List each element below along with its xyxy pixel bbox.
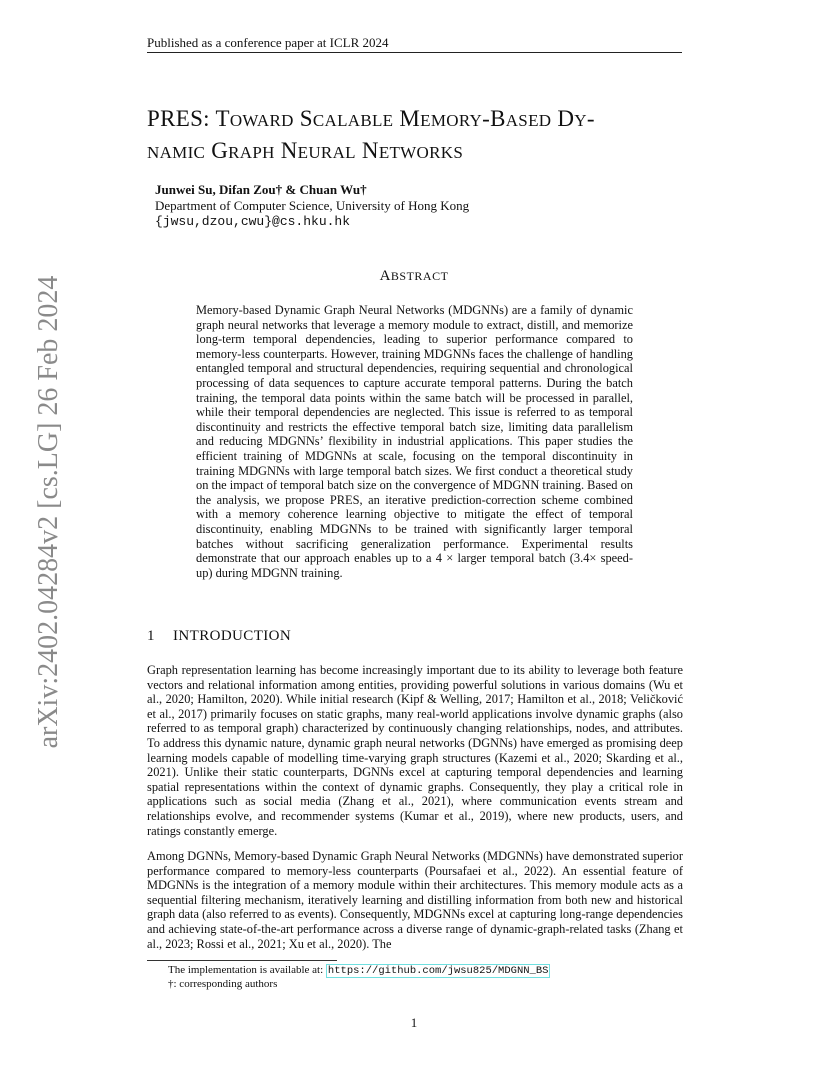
intro-paragraph-2: Among DGNNs, Memory-based Dynamic Graph Neural Networks (MDGNNs) have demonstrated superior performance compared to memory-less counterparts (Poursafaei et al., 2022). An essential feature of MDGNNs is the integration of a memory module within their architectures. This memory module acts as a sequential filtering mechanism, iteratively learning and distilling information from both new and historical graph data (also referred to as events). Consequently, MDGNNs excel at capturing long-range dependencies and achieving state-of-the-art performance across a diverse range of dynamic-graph-related tasks (Zhang et al., 2023; Rossi et al., 2021; Xu et al., 2020). The [147, 849, 683, 951]
running-head: Published as a conference paper at ICLR 2024 [147, 35, 389, 50]
section-number: 1 [147, 628, 155, 644]
author-emails: {jwsu,dzou,cwu}@cs.hku.hk [155, 214, 351, 229]
authors: Junwei Su, Difan Zou† & Chuan Wu† [155, 182, 367, 197]
footnote-implementation-text: The implementation is available at: [168, 964, 326, 976]
abstract-heading: ABSTRACT [379, 268, 449, 284]
section-title: INTRODUCTION [173, 628, 292, 644]
footnote-implementation [168, 964, 550, 977]
arxiv-stamp-text: arXiv:2402.04284v2 [cs.LG] 26 Feb 2024 [33, 275, 64, 749]
page-number: 1 [410, 1015, 418, 1030]
paper-title: PRES: TOWARD SCALABLE MEMORY-BASED DY- NAMIC GRAPH NEURAL NETWORKS [147, 106, 595, 163]
footnote-rule [147, 960, 337, 961]
abstract-body: Memory-based Dynamic Graph Neural Networks (MDGNNs) are a family of dynamic graph neural networks that leverage a memory module to extract, distill, and memorize long-term temporal dependencies, leading to superior performance compared to memory-less counterparts. However, training MDGNNs faces the challenge of handling entangled temporal and structural dependencies, requiring sequential and chronological processing of data sequences to capture accurate temporal patterns. During the batch training, the temporal data points within the same batch will be processed in parallel, while their temporal dependencies are neglected. This issue is referred to as temporal discontinuity and restricts the effective temporal batch size, limiting data parallelism and reducing MDGNNs’ flexibility in industrial applications. This paper studies the efficient training of MDGNNs at scale, focusing on the temporal discontinuity in training MDGNNs with large temporal batch sizes. We first conduct a theoretical study on the impact of temporal batch size on the convergence of MDGNN training. Based on the analysis, we propose PRES, an iterative prediction-correction scheme combined with a memory coherence learning objective to mitigate the effect of temporal discontinuity, enabling MDGNNs to be trained with significantly larger temporal batches without sacrificing generalization performance. Experimental results demonstrate that our approach enables up to a 4 × larger temporal batch (3.4× speed-up) during MDGNN training. [196, 303, 633, 580]
arxiv-stamp [29, 275, 69, 749]
section-heading [147, 628, 291, 645]
intro-paragraph-1: Graph representation learning has become increasingly important due to its ability to leverage both feature vectors and relational information among entities, providing powerful solutions in various domains (Wu et al., 2020; Hamilton, 2020). While initial research (Kipf & Welling, 2017; Hamilton et al., 2018; Veličković et al., 2017) primarily focuses on static graphs, many real-world applications involve dynamic graphs (also referred to as temporal graph) characterized by continuously changing relationships, nodes, and attributes. To address this dynamic nature, dynamic graph neural networks (DGNNs) have emerged as promising deep learning models capable of modelling time-varying graph structures (Kazemi et al., 2020; Skarding et al., 2021). Unlike their static counterparts, DGNNs excel at capturing temporal dependencies and learning spatial representations within the context of dynamic graphs. Consequently, they play a critical role in applications such as social media (Zhang et al., 2021), where communication events stream and relationships evolve, and recommender systems (Kumar et al., 2019), where new products, users, and ratings constantly emerge. [147, 663, 683, 838]
implementation-link[interactable]: https://github.com/jwsu825/MDGNN_BS [327, 965, 549, 977]
affiliation: Department of Computer Science, University of Hong Kong [155, 198, 470, 213]
header-rule [147, 52, 682, 53]
footnote-corresponding: †: corresponding authors [168, 978, 278, 990]
